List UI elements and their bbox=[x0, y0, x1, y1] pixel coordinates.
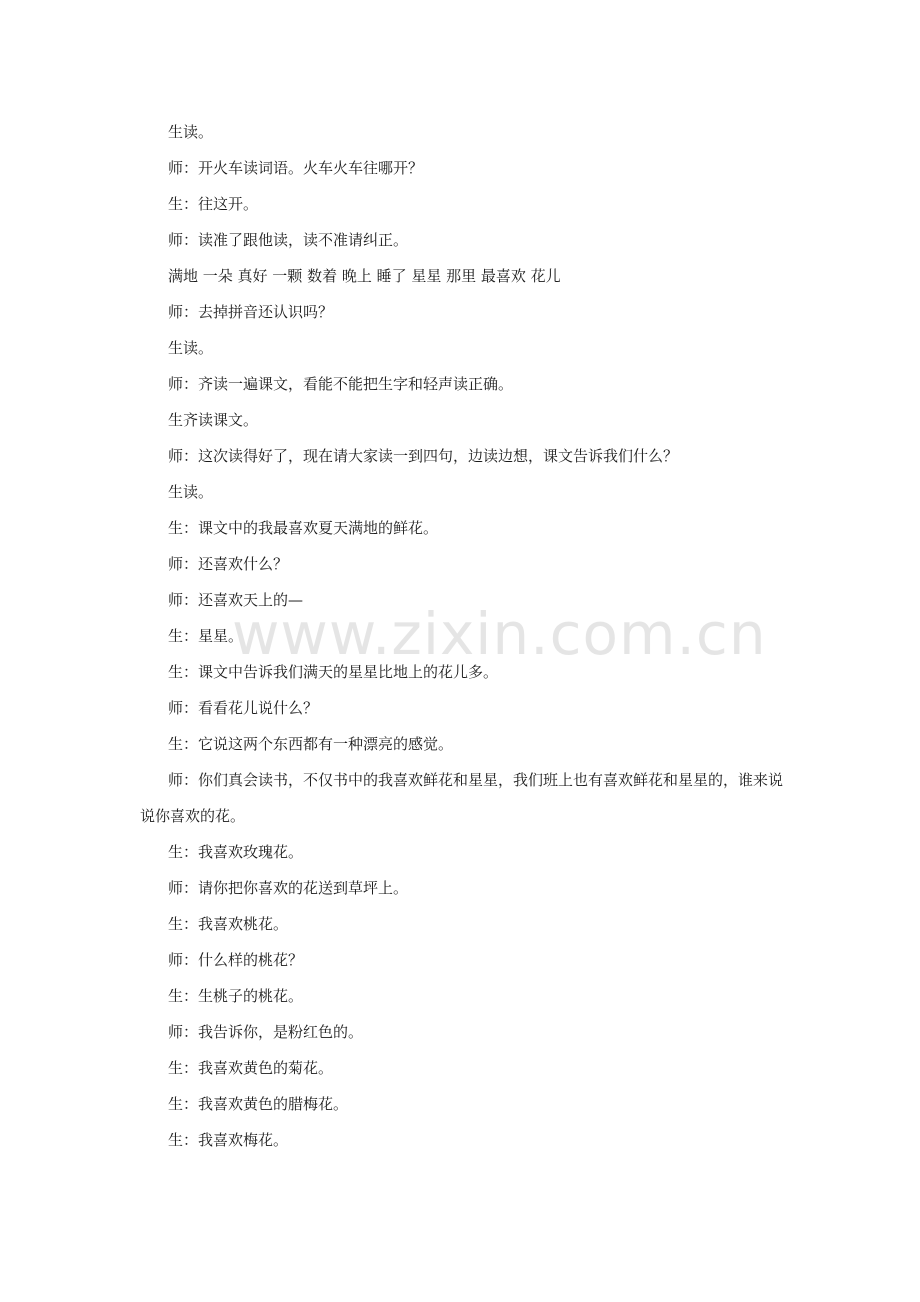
paragraph: 生：生桃子的桃花。 bbox=[168, 987, 304, 1005]
vocabulary-list: 满地 一朵 真好 一颗 数着 晚上 睡了 星星 那里 最喜欢 花儿 bbox=[168, 267, 561, 285]
paragraph: 生读。 bbox=[168, 123, 214, 141]
paragraph: 师：你们真会读书，不仅书中的我喜欢鲜花和星星，我们班上也有喜欢鲜花和星星的，谁来说说你喜欢的花。 bbox=[140, 771, 784, 825]
paragraph: 生：课文中告诉我们满天的星星比地上的花儿多。 bbox=[168, 663, 499, 681]
paragraph: 生齐读课文。 bbox=[168, 411, 259, 429]
paragraph: 师：还喜欢什么？ bbox=[168, 555, 289, 573]
watermark: www.zixin.com.cn bbox=[232, 600, 767, 668]
paragraph: 师：看看花儿说什么？ bbox=[168, 699, 319, 717]
paragraph: 生：它说这两个东西都有一种漂亮的感觉。 bbox=[168, 735, 454, 753]
paragraph: 师：还喜欢天上的— bbox=[168, 591, 304, 609]
paragraph: 生：我喜欢梅花。 bbox=[168, 1131, 289, 1149]
paragraph: 生：我喜欢桃花。 bbox=[168, 915, 289, 933]
paragraph: 师：开火车读词语。火车火车往哪开？ bbox=[168, 159, 424, 177]
paragraph: 师：读准了跟他读，读不准请纠正。 bbox=[168, 231, 409, 249]
paragraph: 生：我喜欢黄色的菊花。 bbox=[168, 1059, 334, 1077]
paragraph: 师：去掉拼音还认识吗？ bbox=[168, 303, 334, 321]
paragraph: 师：什么样的桃花？ bbox=[168, 951, 304, 969]
paragraph: 生读。 bbox=[168, 339, 214, 357]
paragraph: 生：往这开。 bbox=[168, 195, 259, 213]
paragraph: 师：请你把你喜欢的花送到草坪上。 bbox=[168, 879, 409, 897]
paragraph: 生：课文中的我最喜欢夏天满地的鲜花。 bbox=[168, 519, 439, 537]
paragraph: 师：这次读得好了，现在请大家读一到四句，边读边想，课文告诉我们什么？ bbox=[168, 447, 679, 465]
paragraph: 生：星星。 bbox=[168, 627, 244, 645]
paragraph: 师：我告诉你，是粉红色的。 bbox=[168, 1023, 364, 1041]
paragraph: 生：我喜欢玫瑰花。 bbox=[168, 843, 304, 861]
document-body bbox=[140, 114, 790, 1158]
paragraph: 生：我喜欢黄色的腊梅花。 bbox=[168, 1095, 349, 1113]
paragraph: 师：齐读一遍课文，看能不能把生字和轻声读正确。 bbox=[168, 375, 514, 393]
paragraph: 生读。 bbox=[168, 483, 214, 501]
